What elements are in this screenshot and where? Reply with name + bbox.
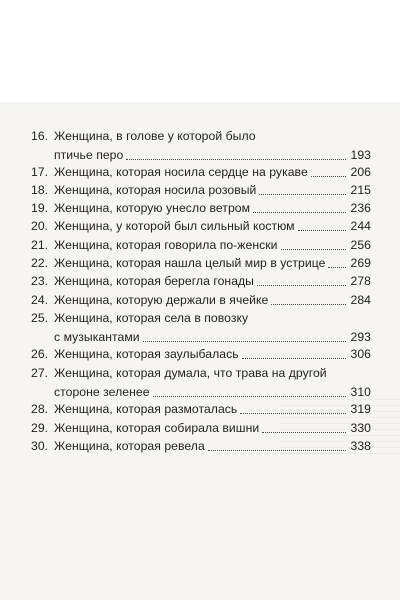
page-number: 293 bbox=[350, 330, 371, 344]
page-number: 306 bbox=[350, 347, 371, 361]
page-number: 319 bbox=[350, 402, 371, 416]
toc-entry-30 bbox=[31, 437, 371, 456]
entry-number: 30. bbox=[31, 439, 49, 453]
page-number: 278 bbox=[350, 274, 371, 288]
toc-entry-19 bbox=[31, 199, 371, 218]
entry-number: 18. bbox=[31, 183, 49, 197]
entry-number: 17. bbox=[31, 165, 49, 179]
entry-number: 22. bbox=[31, 256, 49, 270]
page-number: 215 bbox=[350, 183, 371, 197]
entry-title: Женщина, которая носила сердце на рукаве bbox=[54, 165, 308, 179]
entry-number: 21. bbox=[31, 238, 49, 252]
toc-entry-18 bbox=[31, 181, 371, 200]
toc-entry-29 bbox=[31, 419, 371, 438]
entry-title: Женщина, в голове у которой было bbox=[54, 129, 256, 143]
entry-number: 29. bbox=[31, 421, 49, 435]
dot-leader bbox=[257, 284, 346, 286]
entry-number: 23. bbox=[31, 274, 49, 288]
entry-number: 19. bbox=[31, 201, 49, 215]
page-number: 193 bbox=[350, 148, 371, 162]
page-number: 206 bbox=[350, 165, 371, 179]
dot-leader bbox=[143, 340, 346, 342]
dot-leader bbox=[242, 357, 346, 359]
toc-entry-23 bbox=[31, 272, 371, 291]
toc-entry-16 bbox=[31, 127, 371, 165]
dot-leader bbox=[259, 193, 346, 195]
dot-leader bbox=[253, 211, 346, 213]
page-number: 330 bbox=[350, 421, 371, 435]
entry-title: Женщина, которую держали в ячейке bbox=[54, 293, 269, 307]
entry-title: Женщина, которая берегла гонады bbox=[54, 274, 254, 288]
entry-number: 24. bbox=[31, 293, 49, 307]
toc-entry-28 bbox=[31, 400, 371, 419]
entry-title: Женщина, которая села в повозку bbox=[54, 311, 249, 325]
entry-title: Женщина, которая носила розовый bbox=[54, 183, 257, 197]
entry-title: Женщина, которая размоталась bbox=[54, 402, 238, 416]
dot-leader bbox=[240, 412, 346, 414]
dot-leader bbox=[153, 395, 346, 397]
toc-entry-27 bbox=[31, 364, 371, 402]
toc-entry-first-line bbox=[31, 364, 371, 383]
entry-number: 16. bbox=[31, 129, 49, 143]
entry-title: Женщина, которая говорила по-женски bbox=[54, 238, 278, 252]
entry-title-continued: птичье перо bbox=[54, 148, 124, 162]
toc-entry-first-line bbox=[31, 127, 371, 146]
page-number: 236 bbox=[350, 201, 371, 215]
page-number: 338 bbox=[350, 439, 371, 453]
entry-number: 26. bbox=[31, 347, 49, 361]
entry-title: Женщина, у которой был сильный костюм bbox=[54, 219, 295, 233]
toc-entry-24 bbox=[31, 291, 371, 310]
dot-leader bbox=[271, 303, 346, 305]
entry-title: Женщина, которая думала, что трава на другой bbox=[54, 366, 327, 380]
page-number: 244 bbox=[350, 219, 371, 233]
entry-number: 20. bbox=[31, 219, 49, 233]
toc-entry-20 bbox=[31, 217, 371, 236]
toc-entry-22 bbox=[31, 254, 371, 273]
dot-leader bbox=[311, 175, 346, 177]
dot-leader bbox=[328, 266, 346, 268]
entry-title: Женщина, которая нашла целый мир в устрице bbox=[54, 256, 326, 270]
toc-entry-17 bbox=[31, 163, 371, 182]
toc-entry-first-line bbox=[31, 309, 371, 328]
entry-title-continued: с музыкантами bbox=[54, 330, 140, 344]
toc-entry-25 bbox=[31, 309, 371, 347]
entry-title: Женщина, которая собирала вишни bbox=[54, 421, 260, 435]
entry-number: 25. bbox=[31, 311, 49, 325]
page-number: 256 bbox=[350, 238, 371, 252]
dot-leader bbox=[208, 449, 346, 451]
entry-title: Женщина, которую унесло ветром bbox=[54, 201, 251, 215]
toc-entry-21 bbox=[31, 236, 371, 255]
entry-title-continued: стороне зеленее bbox=[54, 385, 150, 399]
page-number: 269 bbox=[350, 256, 371, 270]
dot-leader bbox=[126, 158, 346, 160]
page-number: 310 bbox=[350, 385, 371, 399]
toc-entry-26 bbox=[31, 345, 371, 364]
entry-title: Женщина, которая ревела bbox=[54, 439, 205, 453]
entry-number: 28. bbox=[31, 402, 49, 416]
page-number: 284 bbox=[350, 293, 371, 307]
entry-title: Женщина, которая заулыбалась bbox=[54, 347, 239, 361]
dot-leader bbox=[262, 431, 346, 433]
entry-number: 27. bbox=[31, 366, 49, 380]
dot-leader bbox=[298, 229, 346, 231]
dot-leader bbox=[281, 248, 347, 250]
